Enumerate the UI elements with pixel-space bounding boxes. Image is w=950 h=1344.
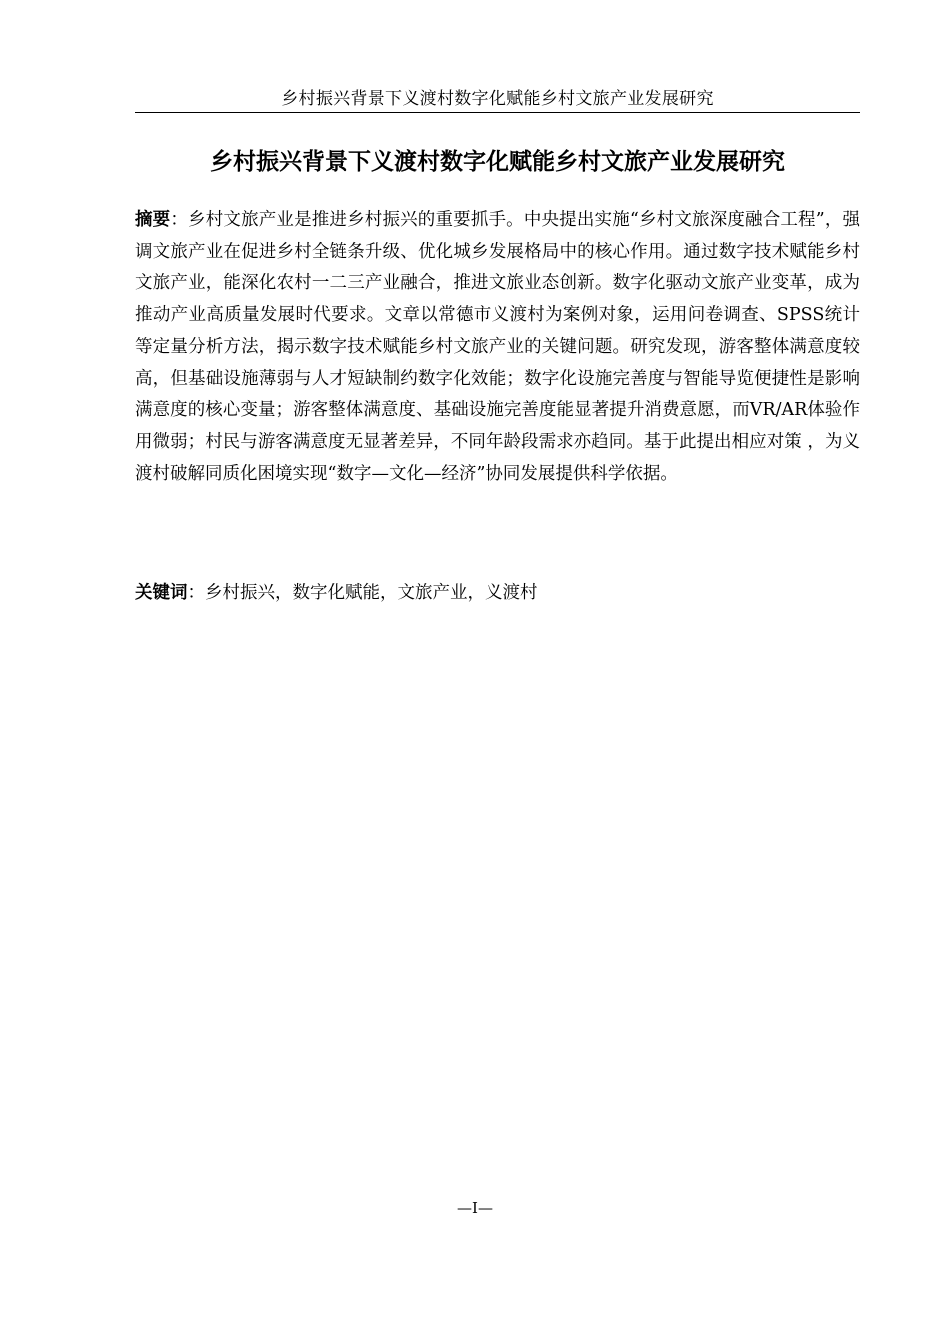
abstract-text: 乡村文旅产业是推进乡村振兴的重要抓手。中央提出实施“乡村文旅深度融合工程”，强调文旅产业在促进乡村全链条升级、优化城乡发展格局中的核心作用。通过数字技术赋能乡村文旅产业，能深化农村一二三产业融合，推进文旅业态创新。数字化驱动文旅产业变革，成为推动产业高质量发展时代要求。文章以常德市义渡村为案例对象，运用问卷调查、SPSS统计等定量分析方法，揭示数字技术赋能乡村文旅产业的关键问题。研究发现，游客整体满意度较高，但基础设施薄弱与人才短缺制约数字化效能；数字化设施完善度与智能导览便捷性是影响满意度的核心变量；游客整体满意度、基础设施完善度能显著提升消费意愿，而VR/AR体验作用微弱；村民与游客满意度无显著差异，不同年龄段需求亦趋同。基于此提出相应对策 ，为义渡村破解同质化困境实现“数字—文化—经济”协同发展提供科学依据。 [135,210,861,484]
running-header [135,88,860,113]
abstract-paragraph [135,205,860,490]
keywords-line [135,578,860,608]
keywords-separator: ： [187,583,205,603]
document-title: 乡村振兴背景下义渡村数字化赋能乡村文旅产业发展研究 [210,149,785,175]
page-number: —I— [457,1199,493,1217]
keywords-label: 关键词 [135,583,188,603]
running-header-title: 乡村振兴背景下义渡村数字化赋能乡村文旅产业发展研究 [281,89,714,109]
keywords-text: 乡村振兴，数字化赋能，文旅产业，义渡村 [205,583,538,603]
abstract-label: 摘要 [135,210,171,230]
abstract-separator: ： [170,210,189,230]
